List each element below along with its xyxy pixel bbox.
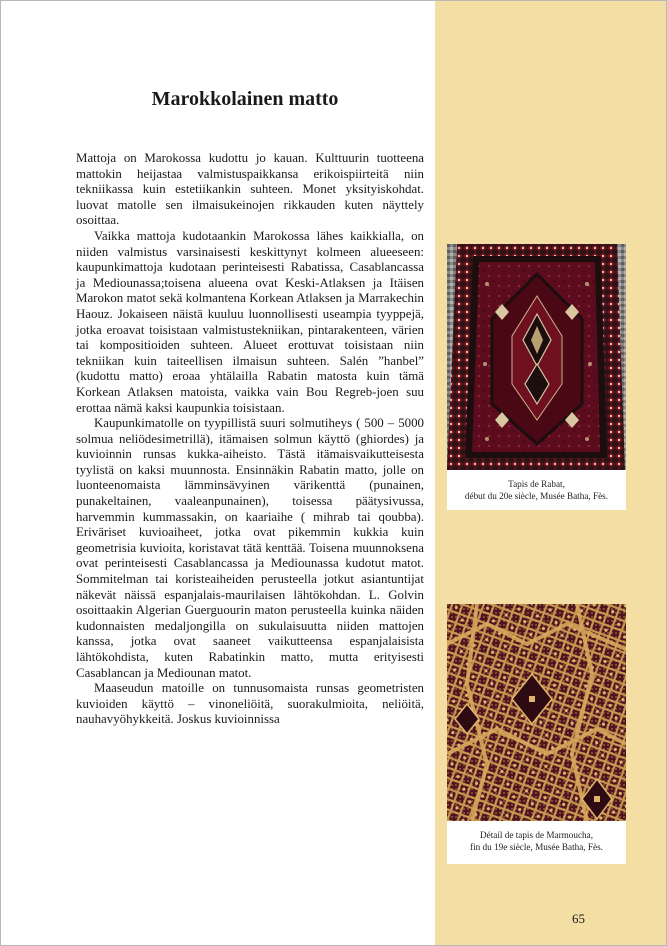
marmoucha-rug-photo <box>447 604 626 821</box>
rabat-caption-line-2: début du 20e siècle, Musée Batha, Fès. <box>464 491 609 501</box>
rabat-caption-line-1: Tapis de Rabat, <box>508 479 565 489</box>
rabat-rug-photo <box>447 244 626 470</box>
page-title: Marokkolainen matto <box>151 88 339 110</box>
page-number: 65 <box>572 911 585 926</box>
paragraph-1: Mattoja on Marokossa kudottu jo kauan. Kulttuurin tuotteena mattokin heijastaa valmistuspaikkansa erikoispiirteitä niin tekniikassa kuin estetiikankin suhteen. Monet yksityiskohdat. luovat matolle sen ilmaisukeinojen rikkauden kuten näyttely osoittaa. <box>76 151 424 228</box>
marmoucha-caption-line-2: fin du 19e siècle, Musée Batha, Fès. <box>470 842 603 852</box>
figure-marmoucha-rug <box>447 604 626 864</box>
marmoucha-caption-line-1: Détail de tapis de Marmoucha, <box>479 830 594 840</box>
article-body <box>76 151 424 728</box>
paragraph-2: Vaikka mattoja kudotaankin Marokossa lähes kaikkialla, on niiden valmistus varsinaisesti keskittynyt kolmeen alueeseen: kaupunkimattoja kudotaan perinteisesti Rabatissa, Casablancassa ja Mediounassa;toisena alueena ovat Keski-Atlaksen ja Itäisen Marokon matot sekä kolmantena Korkean Atlaksen ja Marrakechin Haouz. Jokaiseen näistä kuuluu luonnollisesti useampia tyyppejä, jotka eroavat toisistaan valmistustekniikan, pintarakenteen, värien tai kompositioiden suhteen. Alueet erottuvat toisistaan niin tekniikan kuin taiteellisen ilmaisun suhteen. Salén ”hanbel” (kudottu matto) eroaa yhtälailla Rabatin matosta kuin tämä Korkean Atlaksen matoista, vaikka vain Bou Regreb-joen suu erottaa nämä kaksi kaupunkia toisistaan. <box>76 228 424 415</box>
rabat-rug-caption <box>447 478 626 502</box>
paragraph-4: Maaseudun matoille on tunnusomaista runsas geometristen kuvioiden käyttö – vinoneliöitä, suorakulmioita, neliöitä, nauhavyöhykkeitä. Joskus kuvioinnissa <box>76 681 424 727</box>
marmoucha-rug-caption <box>447 829 626 853</box>
figure-rabat-rug <box>447 244 626 510</box>
paragraph-3: Kaupunkimatolle on tyypillistä suuri solmutiheys ( 500 – 5000 solmua neliödesimetrillä), itämaisen solmun käyttö (ghiordes) ja kuvioinnin runsas kukka-aiheisto. Tästä itämaisvaikutteisesta tyylistä on kaksi muunnosta. Ensinnäkin Rabatin matto, jolle on luonteenomaista lämminsävyinen värikenttä (punainen, punakeltainen, vaaleanpunainen), toisessa päätysivussa, harvemmin kummassakin, on kaariaihe ( mihrab tai qoubba). Eriväriset kuvioaiheet, jotka ovat pikemmin kukkia kuin geometrisia kuvioita, koristavat tätä kenttää. Toisena muunnoksena ovat perinteisesti Casablancassa ja Mediounassa kudotut matot. Sommitelman tai koristeaiheiden perusteella jotkut asiantuntijat näkevät näissä espanjalais-maurilaisen lähtökohdan. L. Golvin osoittaakin Algerian Guerguourin maton perusteella kuinka näiden kudonnaisten medaljongilla on sukulaisuutta niiden mattojen kanssa, jotka ovat saaneet vaikutteensa espanjalaisista lähtökohdista, kuten Rabatinkin matto, mutta erityisesti Casablancan ja Mediounan matot. <box>76 416 424 680</box>
